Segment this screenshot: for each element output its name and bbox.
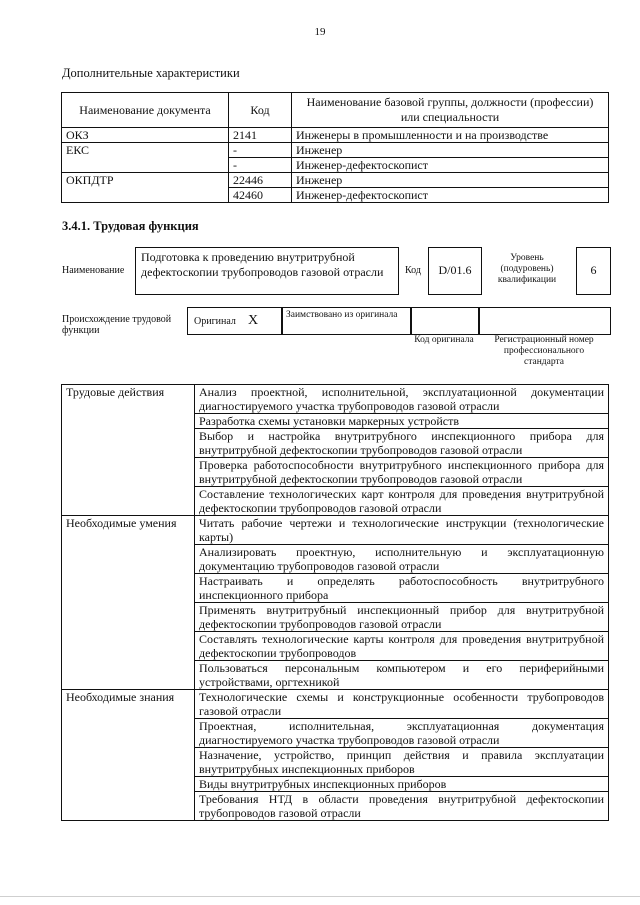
cell-code: -	[229, 158, 292, 173]
list-item: Составлять технологические карты контроля для проведения внутритрубной дефектоскопии трубопроводов	[195, 632, 609, 661]
cell-code: 42460	[229, 188, 292, 203]
cell-doc: ОКПДТР	[62, 173, 229, 203]
list-item: Составление технологических карт контроля для проведения внутритрубной дефектоскопии трубопроводов газовой отрасли	[195, 487, 609, 516]
table-row	[62, 128, 609, 143]
cell-name: Инженеры в промышленности и на производстве	[292, 128, 609, 143]
list-item: Пользоваться персональным компьютером и его периферийными устройствами, оргтехникой	[195, 661, 609, 690]
table-row	[62, 143, 609, 158]
list-item: Проверка работоспособности внутритрубного инспекционного прибора для внутритрубной дефектоскопии трубопроводов газовой отрасли	[195, 458, 609, 487]
cell-code: 2141	[229, 128, 292, 143]
header-document: Наименование документа	[62, 93, 229, 128]
reg-number-box	[478, 307, 611, 335]
list-item: Назначение, устройство, принцип действия и правила эксплуатации внутритрубных инспекционных приборов	[195, 748, 609, 777]
list-item: Настраивать и определять работоспособность внутритрубного инспекционного прибора	[195, 574, 609, 603]
cell-code: 22446	[229, 173, 292, 188]
table-header-row	[62, 93, 609, 128]
name-box	[135, 247, 399, 295]
cell-name: Инженер	[292, 173, 609, 188]
list-item: Анализ проектной, исполнительной, эксплуатационной документации диагностируемого участка трубопроводов газовой отрасли	[195, 385, 609, 414]
borrowed-label: Заимствовано из оригинала	[286, 310, 398, 320]
cell-doc: ЕКС	[62, 143, 229, 173]
cell-name: Инженер-дефектоскопист	[292, 158, 609, 173]
borrowed-box	[281, 307, 412, 335]
original-mark: X	[248, 313, 259, 328]
list-item: Проектная, исполнительная, эксплуатационная документация диагностируемого участка трубопроводов газовой отрасли	[195, 719, 609, 748]
section-header: Необходимые умения	[62, 516, 195, 690]
function-code: D/01.6	[438, 263, 472, 277]
table-row	[62, 690, 609, 719]
table-row	[62, 385, 609, 414]
orig-code-label: Код оригинала	[414, 335, 474, 345]
header-group-name: Наименование базовой группы, должности (профессии) или специальности	[292, 93, 609, 128]
additional-characteristics-table	[61, 92, 609, 203]
section-header: Необходимые знания	[62, 690, 195, 821]
list-item: Анализировать проектную, исполнительную и эксплуатационную документацию трубопроводов газовой отрасли	[195, 545, 609, 574]
list-item: Виды внутритрубных инспекционных приборов	[195, 777, 609, 792]
function-title: 3.4.1. Трудовая функция	[62, 219, 199, 233]
origin-label: Происхождение трудовой функции	[62, 314, 172, 336]
page-number: 19	[314, 26, 326, 38]
page-bottom-edge	[0, 896, 640, 897]
cell-code: -	[229, 143, 292, 158]
cell-doc: ОКЗ	[62, 128, 229, 143]
cell-name: Инженер	[292, 143, 609, 158]
original-label: Оригинал	[194, 316, 236, 327]
original-box	[187, 307, 283, 335]
reg-number-label: Регистрационный номер профессионального стандарта	[494, 335, 594, 367]
cell-name: Инженер-дефектоскопист	[292, 188, 609, 203]
list-item: Читать рабочие чертежи и технологические инструкции (технологические карты)	[195, 516, 609, 545]
list-item: Применять внутритрубный инспекционный прибор для внутритрубной дефектоскопии трубопроводов газовой отрасли	[195, 603, 609, 632]
list-item: Технологические схемы и конструкционные особенности трубопроводов газовой отрасли	[195, 690, 609, 719]
header-code: Код	[229, 93, 292, 128]
level-value: 6	[590, 263, 597, 277]
list-item: Требования НТД в области проведения внутритрубной дефектоскопии трубопроводов газовой отрасли	[195, 792, 609, 821]
level-label: Уровень (подуровень) квалификации	[497, 253, 557, 285]
list-item: Выбор и настройка внутритрубного инспекционного прибора для внутритрубной дефектоскопии трубопроводов газовой отрасли	[195, 429, 609, 458]
additional-characteristics-title: Дополнительные характеристики	[62, 66, 240, 80]
name-label: Наименование	[62, 265, 125, 276]
level-box	[576, 247, 611, 295]
table-row	[62, 173, 609, 188]
function-details-table	[61, 384, 609, 821]
section-header: Трудовые действия	[62, 385, 195, 516]
code-label: Код	[405, 265, 421, 276]
list-item: Разработка схемы установки маркерных устройств	[195, 414, 609, 429]
code-box	[428, 247, 482, 295]
function-name: Подготовка к проведению внутритрубной дефектоскопии трубопроводов газовой отрасли	[141, 250, 384, 279]
table-row	[62, 516, 609, 545]
orig-code-box	[410, 307, 480, 335]
